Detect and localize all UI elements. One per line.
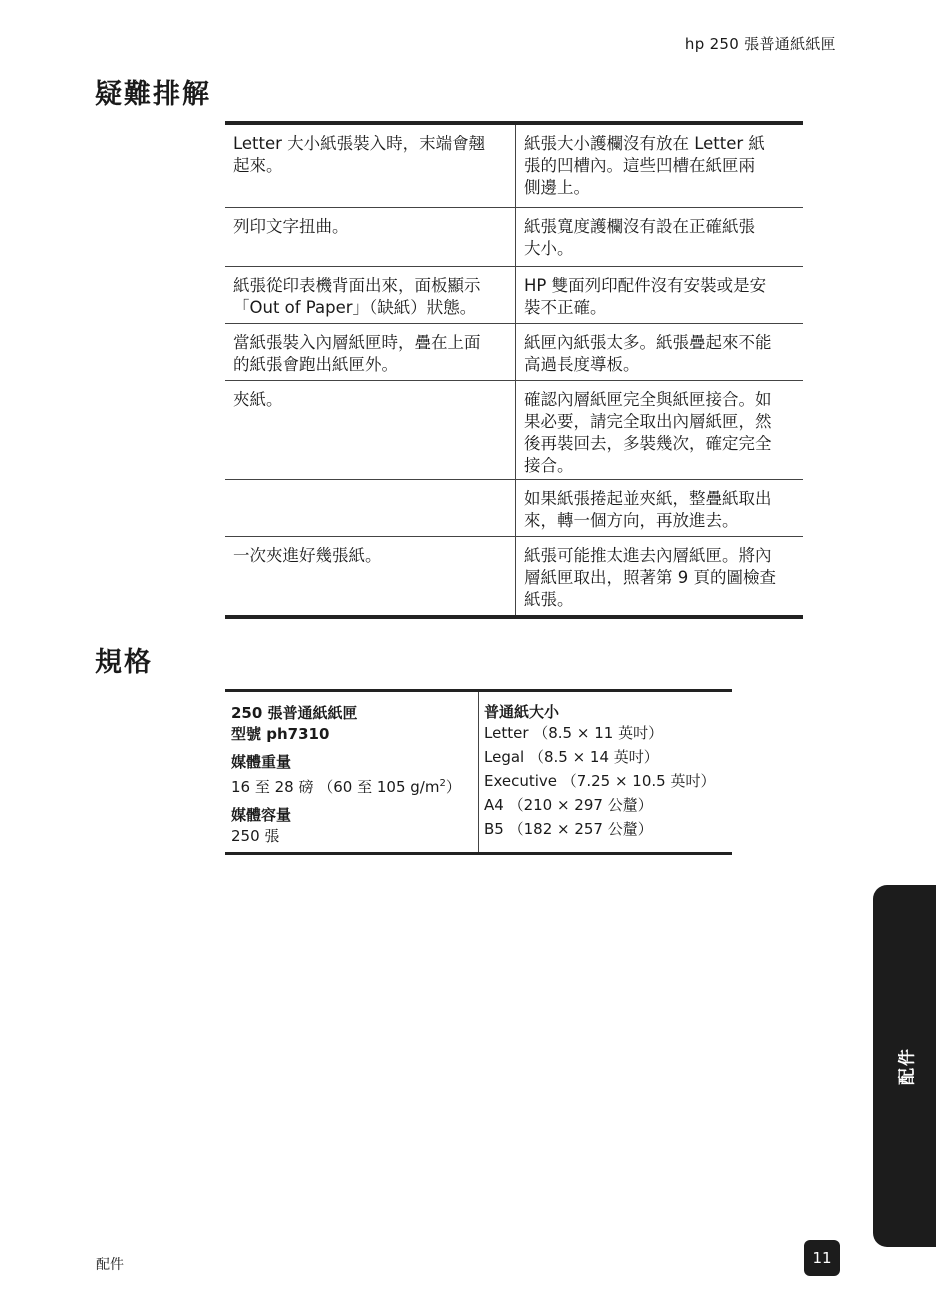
cause-cell: 確認內層紙匣完全與紙匣接合。如 果必要，請完全取出內層紙匣，然 後再裝回去，多裝幾次，確定完全 接合。 — [515, 381, 803, 479]
spec-right-column — [479, 692, 732, 852]
cause-cell: 紙張大小護欄沒有放在 Letter 紙 張的凹槽內。這些凹槽在紙匣兩 側邊上。 — [515, 125, 803, 207]
problem-cell: 列印文字扭曲。 — [233, 217, 349, 236]
product-name: 250 張普通紙紙匣 — [231, 704, 358, 722]
problem-cell: 當紙張裝入內層紙匣時，疊在上面 的紙張會跑出紙匣外。 — [233, 333, 481, 374]
media-weight-label: 媒體重量 — [231, 753, 292, 771]
media-capacity-label: 媒體容量 — [231, 806, 292, 824]
table-row — [225, 207, 803, 266]
cause-cell: 紙匣內紙張太多。紙張疊起來不能 高過長度導板。 — [515, 324, 803, 380]
problem-cell — [225, 480, 515, 536]
side-tab-label: 配件 — [897, 1047, 917, 1085]
media-capacity-block — [231, 805, 472, 847]
problem-cell: 一次夾進好幾張紙。 — [233, 546, 382, 565]
media-weight-value: 16 至 28 磅 （60 至 105 $g/m^2$） — [231, 778, 461, 796]
paper-size-item: Executive （7.25 × 10.5 英吋） — [484, 772, 716, 790]
unit-superscript: 2 — [439, 778, 446, 789]
problem-cell: 夾紙。 — [233, 390, 283, 409]
paper-size-item: A4 （210 × 297 公釐） — [484, 796, 653, 814]
cause-cell: HP 雙面列印配件沒有安裝或是安 裝不正確。 — [515, 267, 803, 323]
problem-cell: 紙張從印表機背面出來，面板顯示 「Out of Paper」（缺紙）狀態。 — [233, 276, 481, 317]
footer-section-name: 配件 — [96, 1257, 124, 1273]
media-capacity-value: 250 張 — [231, 827, 280, 845]
running-header: hp 250 張普通紙紙匣 — [684, 35, 836, 53]
specifications-table — [225, 689, 732, 855]
troubleshooting-table — [225, 121, 803, 619]
troubleshooting-heading: 疑難排解 — [95, 79, 211, 110]
page-number: 11 — [804, 1240, 840, 1276]
media-weight-block — [231, 752, 472, 798]
table-row — [225, 536, 803, 615]
table-row — [225, 380, 803, 479]
paper-size-item: Legal （8.5 × 14 英吋） — [484, 748, 659, 766]
table-row — [225, 266, 803, 323]
table-row — [225, 479, 803, 536]
cause-cell: 紙張可能推太進去內層紙匣。將內 層紙匣取出，照著第 9 頁的圖檢查 紙張。 — [515, 537, 803, 615]
paper-sizes-label: 普通紙大小 — [484, 703, 560, 721]
cause-cell: 如果紙張捲起並夾紙，整疊紙取出 來，轉一個方向，再放進去。 — [515, 480, 803, 536]
chapter-side-tab — [873, 885, 936, 1247]
paper-size-item: B5 （182 × 257 公釐） — [484, 820, 653, 838]
table-row — [225, 323, 803, 380]
paper-size-item: Letter （8.5 × 11 英吋） — [484, 724, 664, 742]
model-number: 型號 ph7310 — [231, 725, 330, 743]
spec-left-column — [225, 692, 479, 852]
cause-cell: 紙張寬度護欄沒有設在正確紙張 大小。 — [515, 208, 803, 266]
specifications-heading: 規格 — [95, 647, 153, 678]
table-row — [225, 125, 803, 207]
problem-cell: Letter 大小紙張裝入時，末端會翹 起來。 — [233, 134, 486, 175]
